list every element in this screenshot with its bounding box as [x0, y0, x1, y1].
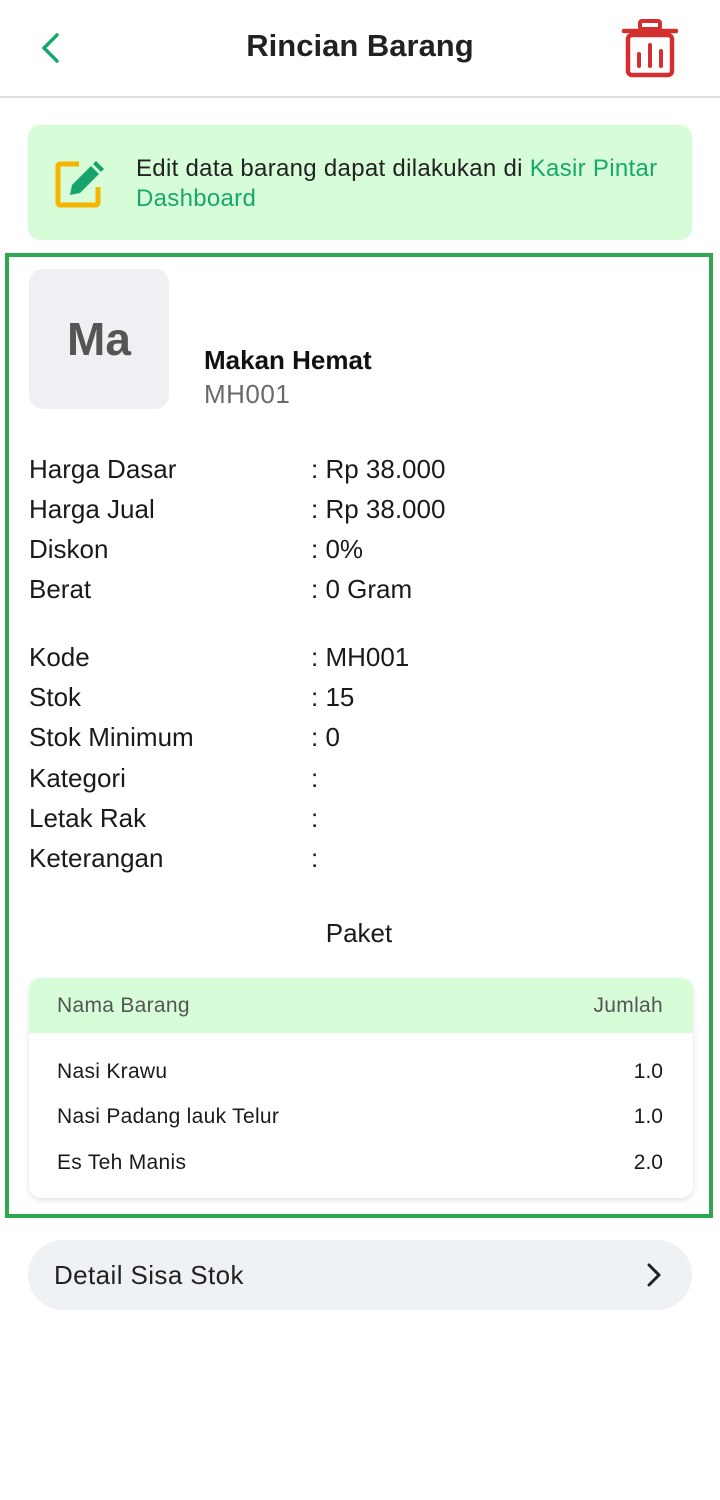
dashboard-link[interactable]: Kasir Pintar Dashboard	[136, 155, 658, 212]
attr-row-harga-dasar	[29, 454, 689, 490]
attr-label: Berat	[29, 574, 92, 604]
item-name: Es Teh Manis	[57, 1151, 187, 1174]
attr-value: : 0	[311, 722, 340, 752]
attr-label: Letak Rak	[29, 803, 147, 833]
banner-message: Edit data barang dapat dilakukan di	[136, 155, 530, 182]
attr-value: : 0%	[311, 534, 364, 564]
attr-row-harga-jual	[29, 494, 689, 530]
attr-label: Kategori	[29, 763, 126, 793]
attr-row-diskon	[29, 534, 689, 570]
paket-title: Paket	[325, 918, 393, 948]
product-detail-panel	[5, 253, 713, 1218]
attr-value: :	[311, 763, 319, 793]
product-avatar: Ma	[29, 269, 169, 409]
paket-table-header	[29, 978, 693, 1033]
info-banner	[28, 125, 692, 240]
attr-label: Diskon	[29, 534, 109, 564]
attr-label: Keterangan	[29, 843, 164, 873]
attr-row-stok-minimum	[29, 722, 689, 758]
paket-table	[29, 978, 693, 1198]
edit-icon	[54, 159, 104, 209]
item-name: Nasi Krawu	[57, 1060, 168, 1083]
attr-row-berat	[29, 574, 689, 610]
attr-row-letak-rak	[29, 803, 689, 839]
attr-row-kode	[29, 642, 689, 678]
attr-label: Harga Jual	[29, 494, 155, 524]
product-code: MH001	[204, 379, 291, 409]
detail-sisa-stok-button[interactable]	[28, 1240, 692, 1310]
item-name: Nasi Padang lauk Telur	[57, 1105, 280, 1128]
attr-value: : Rp 38.000	[311, 494, 446, 524]
attr-label: Stok Minimum	[29, 722, 194, 752]
item-qty: 2.0	[633, 1151, 663, 1174]
table-row	[29, 1052, 693, 1092]
column-header-nama-barang: Nama Barang	[57, 994, 190, 1017]
detail-sisa-stok-label: Detail Sisa Stok	[54, 1260, 244, 1290]
product-name: Makan Hemat	[204, 345, 372, 375]
attr-label: Stok	[29, 682, 82, 712]
attr-value: :	[311, 843, 319, 873]
item-qty: 1.0	[633, 1105, 663, 1128]
column-header-jumlah: Jumlah	[593, 994, 663, 1017]
attr-value: : MH001	[311, 642, 410, 672]
attr-label: Harga Dasar	[29, 454, 177, 484]
attr-value: :	[311, 803, 319, 833]
attr-row-keterangan	[29, 843, 689, 879]
item-qty: 1.0	[633, 1060, 663, 1083]
attr-value: : 15	[311, 682, 355, 712]
delete-button[interactable]	[618, 16, 682, 80]
attr-value: : 0 Gram	[311, 574, 413, 604]
chevron-right-icon	[642, 1262, 666, 1288]
attr-row-kategori	[29, 763, 689, 799]
page-title: Rincian Barang	[246, 28, 474, 63]
attr-value: : Rp 38.000	[311, 454, 446, 484]
trash-icon	[621, 18, 679, 78]
table-row	[29, 1143, 693, 1183]
attr-label: Kode	[29, 642, 90, 672]
attr-row-stok	[29, 682, 689, 718]
table-row	[29, 1097, 693, 1137]
app-header	[0, 0, 720, 98]
banner-text	[136, 154, 676, 214]
